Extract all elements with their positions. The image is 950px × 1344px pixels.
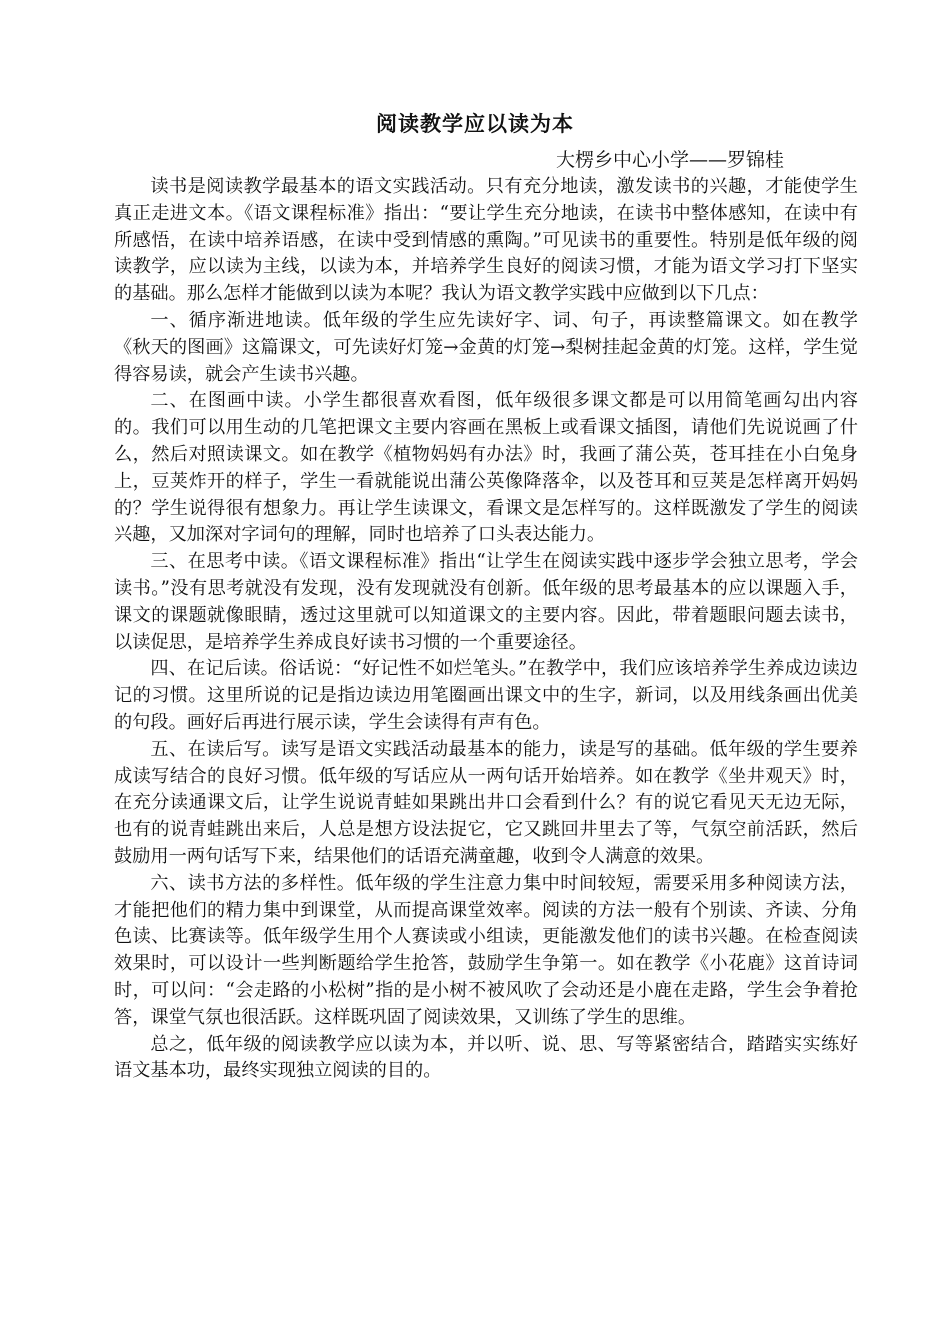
paragraph-step-6: 六、读书方法的多样性。低年级的学生注意力集中时间较短，需要采用多种阅读方法，才能把他们的精力集中到课堂，从而提高课堂效率。阅读的方法一般有个别读、齐读、分角色读、比赛读等。低年级学生用个人赛读或小组读，更能激发他们的读书兴趣。在检查阅读效果时，可以设计一些判断题给学生抢答，鼓励学生争第一。如在教学《小花鹿》这首诗词时，可以问：“会走路的小松树”指的是小树不被风吹了会动还是小鹿在走路，学生会争着抢答，课堂气氛也很活跃。这样既巩固了阅读效果，又训练了学生的思维。: [114, 872, 858, 1028]
paragraph-step-3: 三、在思考中读。《语文课程标准》指出“让学生在阅读实践中逐步学会独立思考，学会读书。”没有思考就没有发现，没有发现就没有创新。低年级的思考最基本的应以课题入手，课文的课题就像眼睛，透过这里就可以知道课文的主要内容。因此，带着题眼问题去读书，以读促思，是培养学生养成良好读书习惯的一个重要途径。: [114, 551, 858, 653]
conclusion-paragraph: 总之，低年级的阅读教学应以读为本，并以听、说、思、写等紧密结合，踏踏实实练好语文基本功，最终实现独立阅读的目的。: [114, 1033, 858, 1082]
article-body: [114, 174, 858, 1085]
author-byline: 大楞乡中心小学——罗锦桂: [556, 149, 785, 171]
document-title: 阅读教学应以读为本: [376, 111, 574, 136]
paragraph-step-1: 一、循序渐进地读。低年级的学生应先读好字、词、句子，再读整篇课文。如在教学《秋天的图画》这篇课文，可先读好灯笼→金黄的灯笼→梨树挂起金黄的灯笼。这样，学生觉得容易读，就会产生读书兴趣。: [114, 309, 858, 385]
paragraph-step-4: 四、在记后读。俗话说：“好记性不如烂笔头。”在教学中，我们应该培养学生养成边读边记的习惯。这里所说的记是指边读边用笔圈画出课文中的生字，新词，以及用线条画出优美的句段。画好后再进行展示读，学生会读得有声有色。: [114, 658, 858, 733]
paragraph-step-2: 二、在图画中读。小学生都很喜欢看图，低年级很多课文都是可以用简笔画勾出内容的。我们可以用生动的几笔把课文主要内容画在黑板上或看课文插图，请他们先说说画了什么，然后对照读课文。如在教学《植物妈妈有办法》时，我画了蒲公英，苍耳挂在小白兔身上，豆荚炸开的样子，学生一看就能说出蒲公英像降落伞，以及苍耳和豆荚是怎样离开妈妈的？学生说得很有想象力。再让学生读课文，看课文是怎样写的。这样既激发了学生的阅读兴趣，又加深对字词句的理解，同时也培养了口头表达能力。: [114, 390, 858, 546]
paragraph-step-5: 五、在读后写。读写是语文实践活动最基本的能力，读是写的基础。低年级的学生要养成读写结合的良好习惯。低年级的写话应从一两句话开始培养。如在教学《坐井观天》时，在充分读通课文后，让学生说说青蛙如果跳出井口会看到什么？有的说它看见天无边无际，也有的说青蛙跳出来后，人总是想方设法捉它，它又跳回井里去了等，气氛空前活跃，然后鼓励用一两句话写下来，结果他们的话语充满童趣，收到令人满意的效果。: [114, 738, 858, 867]
intro-paragraph: 读书是阅读教学最基本的语文实践活动。只有充分地读，激发读书的兴趣，才能使学生真正走进文本。《语文课程标准》指出：“要让学生充分地读，在读书中整体感知，在读中有所感悟，在读中培养语感，在读中受到情感的熏陶。”可见读书的重要性。特别是低年级的阅读教学，应以读为主线，以读为本，并培养学生良好的阅读习惯，才能为语文学习打下坚实的基础。那么怎样才能做到以读为本呢？我认为语文教学实践中应做到以下几点：: [114, 176, 858, 305]
